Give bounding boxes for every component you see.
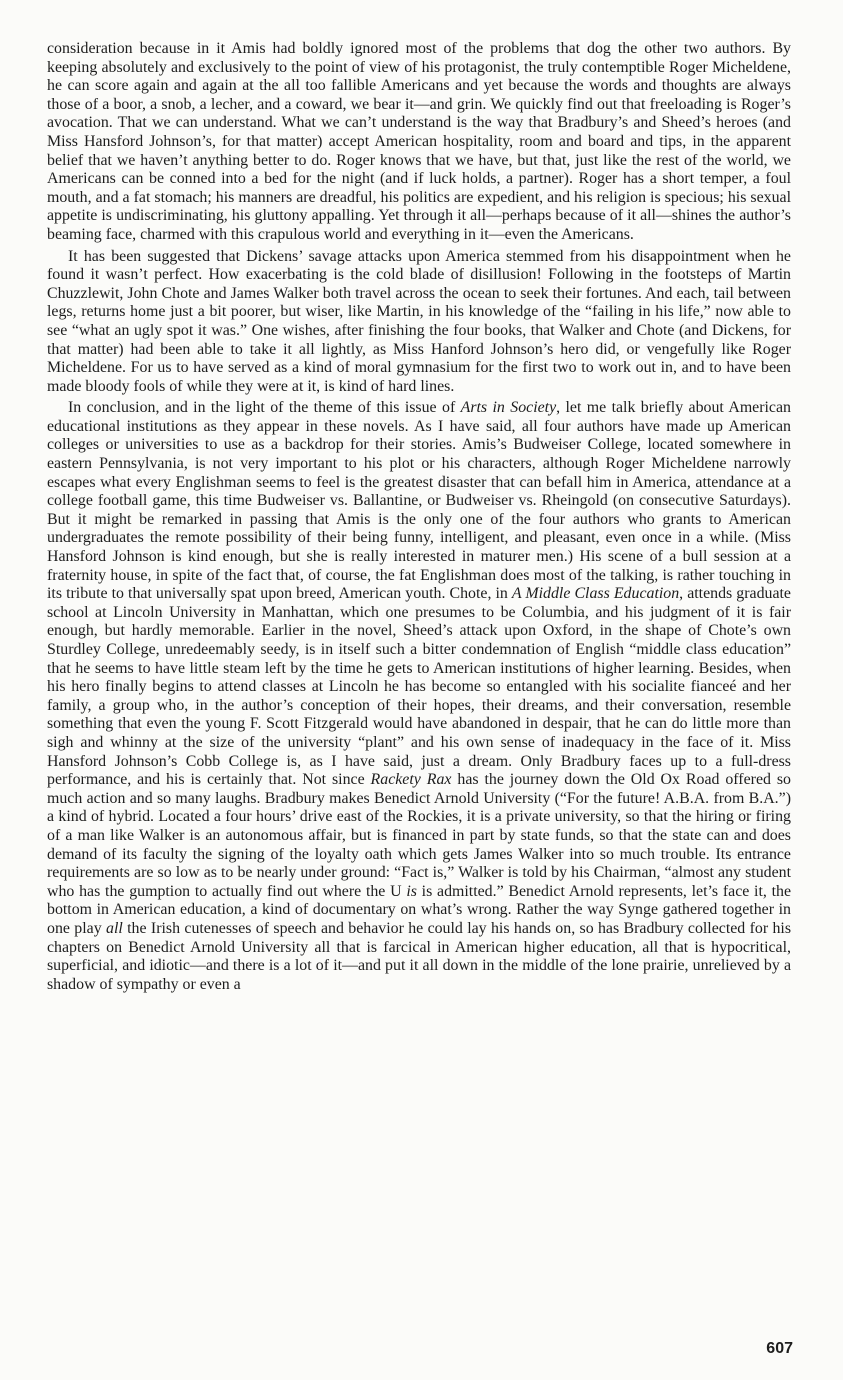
paragraph-conclusion: In conclusion, and in the light of the theme of this issue of Arts in Society, let me talk briefly about American educational institutions as they appear in these novels. As I have said, all four authors have made up American colleges or universities to use as a backdrop for their stories. Amis’s Budweiser College, located somewhere in eastern Pennsylvania, is not very important to his plot or his characters, although Roger Micheldene narrowly escapes what every Englishman seems to feel is the greatest disaster that can befall him in America, attendance at a college football game, this time Budweiser vs. Ballantine, or Budweiser vs. Rheingold (on consecutive Saturdays). But it might be remarked in passing that Amis is the only one of the four authors who grants to American undergraduates the remote possibility of their being funny, intelligent, and pleasant, even once in a while. (Miss Hansford Johnson is kind enough, but she is really interested in maturer men.) His scene of a bull session at a fraternity house, in spite of the fact that, of course, the fat Englishman does most of the talking, is rather touching in its tribute to that universally spat upon breed, American youth. Chote, in A Middle Class Education, attends graduate school at Lincoln University in Manhattan, which one presumes to be Columbia, and his judgment of it is fair enough, but hardly memorable. Earlier in the novel, Sheed’s attack upon Oxford, in the shape of Chote’s own Sturdley College, unredeemably seedy, is in itself such a bitter condemnation of English “middle class education” that he seems to have little steam left by the time he gets to American institutions of higher learning. Besides, when his hero finally begins to attend classes at Lincoln he has become so entangled with his socialite fianceé and her family, a group who, in the author’s conception of their hopes, their dreams, and their conversation, resemble something that even the young F. Scott Fitzgerald would have abandoned in despair, that he can do little more than sigh and whinny at the size of the university “plant” and his own sense of inadequacy in the face of it. Miss Hansford Johnson’s Cobb College is, as I have said, just a dream. Only Bradbury faces up to a full-dress performance, and his is certainly that. Not since Rackety Rax has the journey down the Old Ox Road offered so much action and so many laughs. Bradbury makes Benedict Arnold University (“For the future! A.B.A. from B.A.”) a kind of hybrid. Located a four hours’ drive east of the Rockies, it is a private university, so that the hiring or firing of a man like Walker is an autonomous affair, but is financed in part by state funds, so that the state can and does demand of its faculty the signing of the loyalty oath which gets James Walker into so much trouble. Its entrance requirements are so low as to be nearly under ground: “Fact is,” Walker is told by his Chairman, “almost any student who has the gumption to actually find out where the U is is admitted.” Benedict Arnold represents, let’s face it, the bottom in American education, a kind of documentary on what’s wrong. Rather the way Synge gathered together in one play all the Irish cutenesses of speech and behavior he could lay his hands on, so has Bradbury collected for his chapters on Benedict Arnold University all that is farcical in American higher education, all that is hypocritical, superficial, and idiotic—and there is a lot of it—and put it all down in the middle of the lone prairie, unrelieved by a shadow of sympathy or even a — [47, 399, 792, 993]
paragraph-dickens: It has been suggested that Dickens’ savage attacks upon America stemmed from his disappointment when he found it wasn’t perfect. How exacerbating is the cold blade of disillusion! Following in the footsteps of Martin Chuzzlewit, John Chote and James Walker both travel across the ocean to seek their fortunes. And each, tail between legs, returns home just a bit poorer, but wiser, like Martin, in his knowledge of the “failing in his life,” now able to see “what an ugly spot it was.” One wishes, after finishing the four books, that Walker and Chote (and Dickens, for that matter) had been able to take it all lightly, as Miss Hanford Johnson’s hero did, or vengefully like Roger Micheldene. For us to have served as a kind of moral gymnasium for the first two to work out in, and to have been made bloody fools of while they were at it, is kind of hard lines. — [47, 247, 791, 395]
page-number: 607 — [766, 1340, 793, 1357]
paragraph-continuation: consideration because in it Amis had boldly ignored most of the problems that dog the other two authors. By keeping absolutely and exclusively to the point of view of his protagonist, the truly contemptible Roger Micheldene, he can score again and again at the all too fallible Americans and yet because the words and thoughts are always those of a boor, a snob, a lecher, and a coward, we bear it—and grin. We quickly find out that freeloading is Roger’s avocation. That we can understand. What we can’t understand is the way that Bradbury’s and Sheed’s heroes (and Miss Hansford Johnson’s, for that matter) accept American hospitality, room and board and tips, in the apparent belief that we haven’t anything better to do. Roger knows that we have, but that, just like the rest of the world, we Americans can be conned into a bed for the night (and if luck holds, a partner). Roger has a short temper, a foul mouth, and a fat stomach; his manners are dreadful, his politics are expedient, and his religion is specious; his sexual appetite is undiscriminating, his gluttony appalling. Yet through it all—perhaps because of it all—shines the author’s beaming face, charmed with this crapulous world and everything in it—even the Americans. — [47, 40, 791, 243]
article-body — [47, 40, 791, 994]
